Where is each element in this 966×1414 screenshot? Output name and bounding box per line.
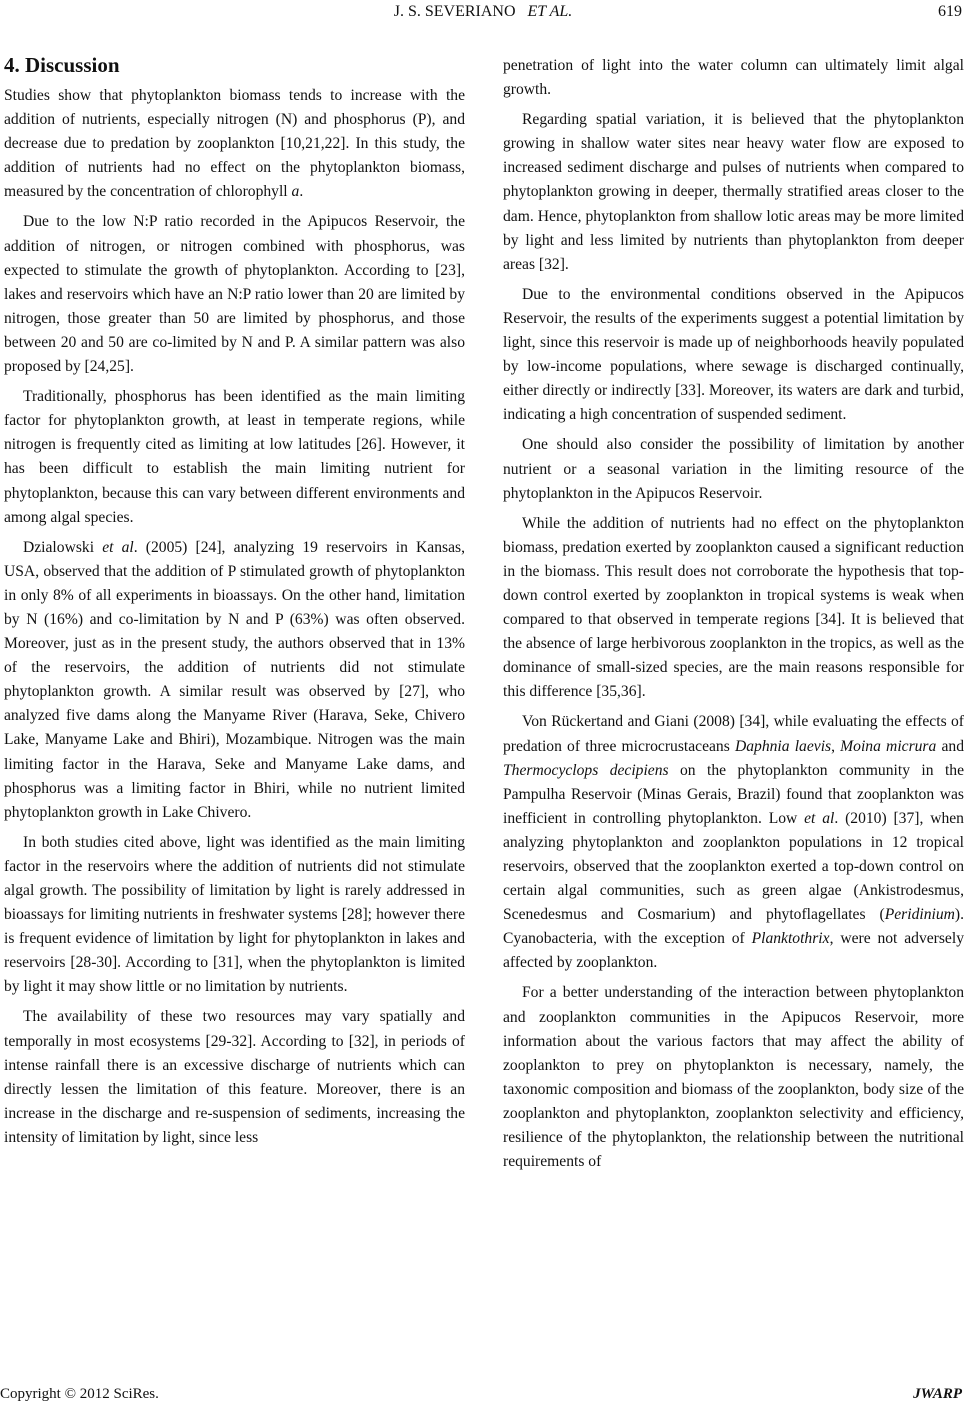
paragraph-intro (4, 84, 465, 204)
journal-abbreviation: JWARP (913, 1386, 962, 1402)
paragraph-text: , were not adversely affected by zooplankton. (503, 930, 964, 972)
paragraph-light-limitation: In both studies cited above, light was identified as the main limiting factor in the reservoirs where the addition of nutrients did not stimulate algal growth. The possibility of limitation by light is rarely addressed in bioassays for limiting nutrients in freshwater systems [28]; however there is frequent evidence of limitation by light for phytoplankton in lakes and reservoirs [28-30]. According to [31], when the phytoplankton is limited by light it may show little or no limitation by nutrients. (4, 833, 465, 996)
authors-etal: ET AL. (527, 3, 573, 20)
paragraph-text: ). Cyanobacteria, with the exception of (503, 906, 964, 948)
species-name: Planktothrix (751, 930, 830, 948)
right-column (503, 54, 964, 1180)
paragraph-text: . (299, 183, 304, 201)
italic-etal: et al (804, 809, 835, 827)
paragraph-text: . (2010) [37], when analyzing phytoplankton and zooplankton populations in 12 tropical reservoirs, observed that the zooplankton exerted a top-down control on certain algal communities, such as green algae (Ankistrodesmus, Scenedesmus and Cosmarium) and phytoflagellates ( (503, 809, 964, 924)
paragraph-phosphorus: Traditionally, phosphorus has been identified as the main limiting factor for phytoplankton growth, at least in temperate regions, while nitrogen is frequently cited as limiting at low latitudes [26]. However, it has been difficult to establish the main limiting nutrient for phytoplankton, because this can vary between different environments and among algal species. (4, 388, 465, 526)
paragraph-spatial-variation: Regarding spatial variation, it is believed that the phytoplankton growing in shallow water sites near heavy water flow are exposed to increased sediment discharge and pulses of nutrients when compared to phytoplankton growing in deeper, thermally stratified areas closer to the dam. Hence, phytoplankton from shallow lotic areas may be more limited by light and less limited by nutrients than phytoplankton from deeper areas [32]. (503, 111, 964, 273)
italic-term: a (291, 183, 300, 201)
paragraph-continued: penetration of light into the water column can ultimately limit algal growth. (503, 57, 964, 99)
paragraph-text: Studies show that phytoplankton biomass tends to increase with the addition of nutrients, especially nitrogen (N) and phosphorus (P), and decrease due to predation by zooplankton [10,21,22]. In this study, the addition of nutrients had no effect on the phytoplankton biomass, measured by the concentration of chlorophyll (4, 87, 465, 201)
species-name: Thermocyclops decipiens (503, 761, 669, 779)
running-header-authors (0, 3, 966, 21)
copyright-notice: Copyright © 2012 SciRes. (0, 1386, 159, 1402)
paragraph-predation: While the addition of nutrients had no effect on the phytoplankton biomass, predation exerted by zooplankton caused a significant reduction in the biomass. This result does not corroborate the hypothesis that top-down control exerted by zooplankton in tropical systems is weak when compared to that observed in temperate regions [34]. It is believed that the absence of large herbivorous zooplankton in the tropics, as well as the dominance of small-sized species, are the main reasons responsible for this difference [35,36]. (503, 514, 964, 701)
species-name: Peridinium (884, 906, 955, 924)
paragraph-np-ratio: Due to the low N:P ratio recorded in the Apipucos Reservoir, the addition of nitrogen, or nitrogen combined with phosphorus, was expected to stimulate the growth of phytoplankton. According to [23], lakes and reservoirs which have an N:P ratio lower than 20 are limited by nitrogen, those greater than 50 are limited by phosphorus, and those between 20 and 50 are co-limited by N and P. A similar pattern was also proposed by [24,25]. (4, 213, 465, 376)
paragraph-von-ruckert (503, 710, 964, 975)
authors-names: J. S. SEVERIANO (393, 3, 516, 20)
left-column (4, 50, 465, 1156)
species-name: Daphnia laevis (734, 737, 832, 755)
paragraph-text: , (831, 737, 841, 755)
paragraph-text: . (2005) [24], analyzing 19 reservoirs in Kansas, USA, observed that the addition of P stimulated growth of phytoplankton in only 8% of all experiments in bioassays. On the other hand, limitation by N (16%) and co-limitation by N and P (63%) was often observed. Moreover, just as in the present study, the authors observed that in 13% of the reservoirs, the addition of nutrients did not stimulate phytoplankton growth. A similar result was observed by [27], who analyzed five dams along the Manyame River (Harava, Seke, Chivero Lake, Manyame Lake and Bhiri), Mozambique. Nitrogen was the main limiting factor in the Harava, Seke and Manyame Lake dams, and phosphorus was a limiting factor in Bhiri, while no nutrient limited phytoplankton growth in Lake Chivero. (4, 538, 465, 821)
paragraph-dzialowski (4, 536, 465, 825)
paragraph-text: Dzialowski (23, 538, 103, 556)
paragraph-text: and (936, 737, 964, 755)
paragraph-text: on the phytoplankton community in the Pampulha Reservoir (Minas Gerais, Brazil) found that zooplankton was inefficient in controlling phytoplankton. Low (503, 761, 964, 827)
section-heading: 4. Discussion (4, 53, 120, 77)
page-number: 619 (938, 3, 962, 20)
species-name: Moina micrura (840, 737, 937, 755)
paragraph-resources: The availability of these two resources may vary spatially and temporally in most ecosystems [29-32]. According to [32], in periods of intense rainfall there is an excessive discharge of nutrients which can directly lessen the limitation of this feature. Moreover, there is an increase in the discharge and re-suspension of sediments, increasing the intensity of limitation by light, since less (4, 1008, 465, 1146)
paragraph-environmental-conditions: Due to the environmental conditions observed in the Apipucos Reservoir, the results of the experiments suggest a potential limitation by light, since this reservoir is made up of neighborhoods heavily populated by low-income populations, where sewage is discharged continually, either directly or indirectly [33]. Moreover, its waters are dark and turbid, indicating a high concentration of suspended sediment. (503, 285, 964, 424)
paragraph-better-understanding: For a better understanding of the interaction between phytoplankton and zooplankton communities in the Apipucos Reservoir, more information about the various factors that may affect the ability of zooplankton to prey on phytoplankton is necessary, namely, the taxonomic composition and biomass of the zooplankton, body size of the zooplankton and phytoplankton, zooplankton selectivity and efficiency, resilience of the phytoplankton, the relationship between the nutritional requirements of (503, 984, 964, 1171)
paragraph-text: Von Rückertand and Giani (2008) [34], while evaluating the effects of predation of three microcrustaceans (503, 713, 964, 755)
italic-etal: et al (102, 538, 134, 556)
paragraph-other-nutrient: One should also consider the possibility of limitation by another nutrient or a seasonal variation in the limiting resource of the phytoplankton in the Apipucos Reservoir. (503, 436, 964, 502)
running-header (0, 2, 966, 26)
